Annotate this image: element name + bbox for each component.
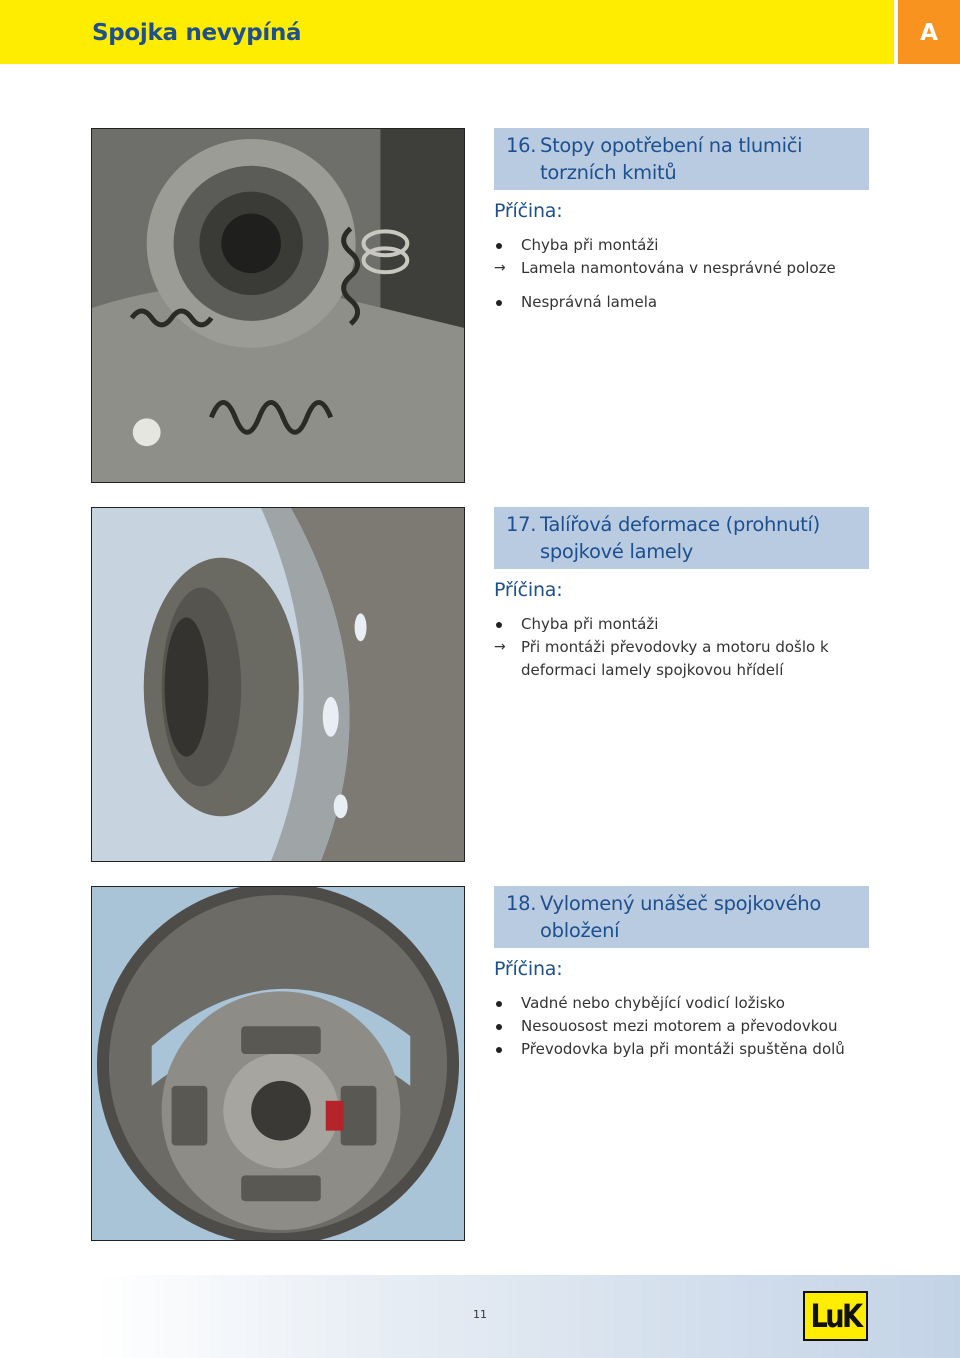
photo-broken-carrier bbox=[91, 886, 465, 1241]
section-18 bbox=[494, 886, 869, 1061]
list-item: → Při montáži převodovky a motoru došlo k deformaci lamely spojkovou hřídelí bbox=[494, 636, 869, 682]
section-title: Stopy opotřebení na tlumiči torzních kmitů bbox=[540, 134, 803, 184]
photo-torsion-damper bbox=[91, 128, 465, 483]
section-tab bbox=[898, 0, 960, 64]
section-number: 17. bbox=[506, 513, 537, 536]
cause-list bbox=[494, 234, 869, 314]
section-heading bbox=[494, 128, 869, 190]
photo-dished-disc bbox=[91, 507, 465, 862]
list-item: Nesouosost mezi motorem a převodovkou bbox=[494, 1015, 869, 1038]
section-title: Vylomený unášeč spojkového obložení bbox=[540, 892, 821, 942]
list-item: Vadné nebo chybějící vodicí ložisko bbox=[494, 992, 869, 1015]
section-number: 16. bbox=[506, 134, 537, 157]
cause-label: Příčina: bbox=[494, 579, 563, 601]
list-item: Chyba při montáži bbox=[494, 613, 869, 636]
section-number: 18. bbox=[506, 892, 537, 915]
logo-text: LuK bbox=[810, 1297, 861, 1335]
cause-label: Příčina: bbox=[494, 200, 563, 222]
section-title: Talířová deformace (prohnutí) spojkové lamely bbox=[540, 513, 820, 563]
section-16 bbox=[494, 128, 869, 314]
section-letter: A bbox=[920, 20, 938, 46]
section-heading bbox=[494, 886, 869, 948]
cause-list bbox=[494, 613, 869, 682]
list-item: → Lamela namontována v nesprávné poloze bbox=[494, 257, 869, 280]
luk-logo bbox=[803, 1291, 868, 1341]
cause-label: Příčina: bbox=[494, 958, 563, 980]
list-item: Chyba při montáži bbox=[494, 234, 869, 257]
section-17 bbox=[494, 507, 869, 682]
list-item: Nesprávná lamela bbox=[494, 291, 869, 314]
page-number: 11 bbox=[473, 1308, 487, 1321]
cause-list bbox=[494, 992, 869, 1061]
page-title: Spojka nevypíná bbox=[92, 20, 302, 46]
list-item: Převodovka byla při montáži spuštěna dolů bbox=[494, 1038, 869, 1061]
section-heading bbox=[494, 507, 869, 569]
